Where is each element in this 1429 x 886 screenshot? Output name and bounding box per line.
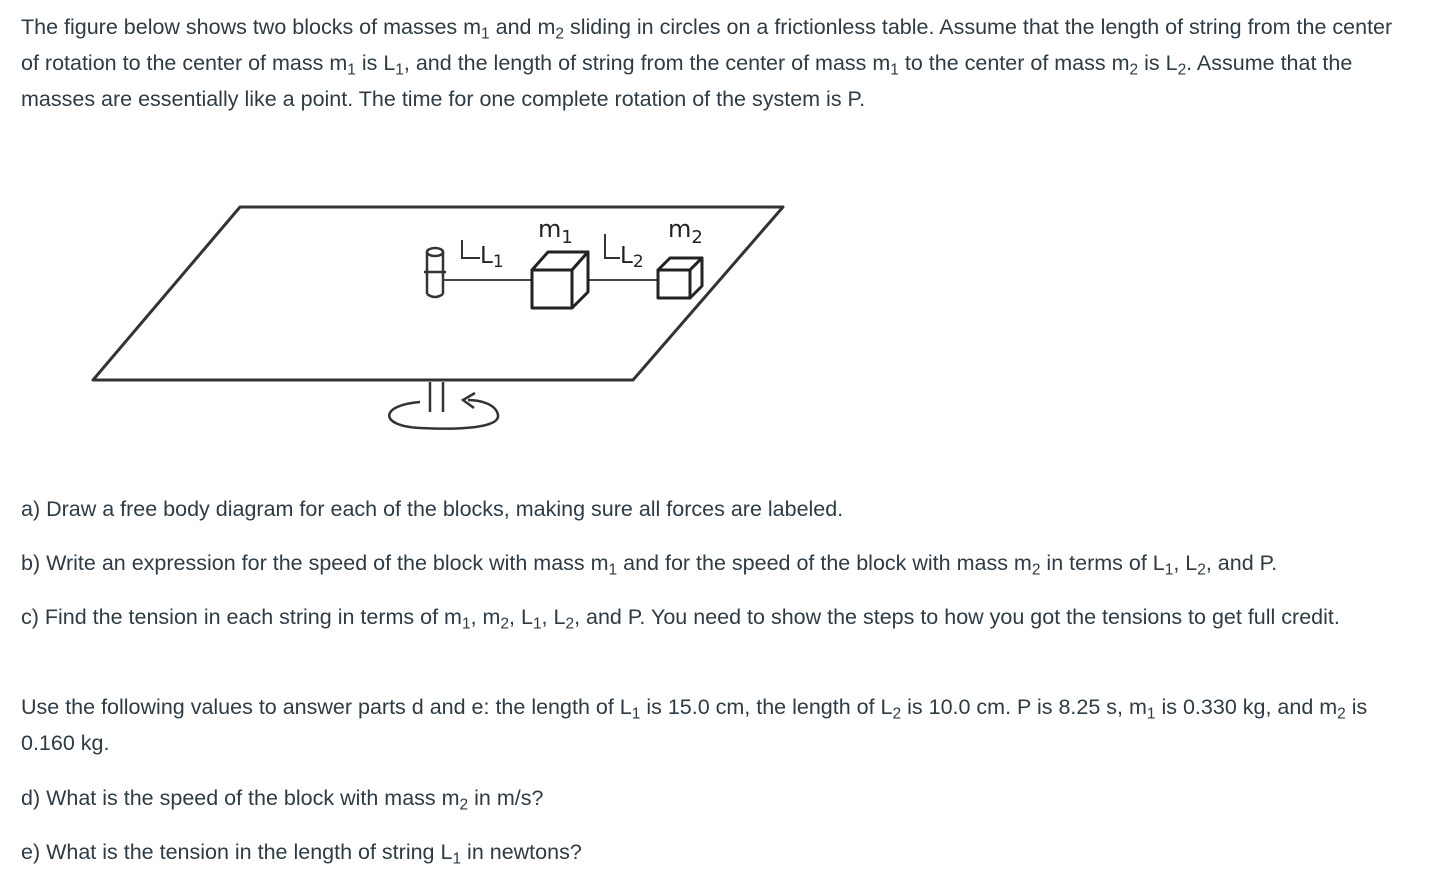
block-m2 <box>658 258 702 298</box>
question-c: c) Find the tension in each string in terms of $m_1$, $m_2$, $L_1$, $L_2$, and P. You need to show the steps to how you got the tensions to get full credit. <box>21 605 1340 633</box>
l1-bracket <box>462 240 480 258</box>
label-l2: L2 <box>620 243 644 272</box>
label-l1: L1 <box>480 243 504 272</box>
intro-paragraph: The figure below shows two blocks of masses $m_1$ and $m_2$ sliding in circles on a frictionless table. Assume that the length of string from the center of rotation to the center of mass $m_1$ is $L_1$, and the length of string from the center of mass $m_1$ to the center of mass $m_2$ is $L_2$. Assume that the masses are essentially like a point. The time for one complete rotation of the system is P. <box>21 15 1393 111</box>
block-m1 <box>532 252 588 308</box>
question-a: a) Draw a free body diagram for each of the blocks, making sure all forces are labeled. <box>21 497 844 521</box>
l2-bracket <box>605 234 620 258</box>
question-e: e) What is the tension in the length of string $L_1$ in newtons? <box>21 840 582 868</box>
label-m2: $m_2$ <box>668 215 703 248</box>
question-d: d) What is the speed of the block with mass $m_2$ in m/s? <box>21 786 544 814</box>
center-post <box>424 248 446 297</box>
axle <box>430 382 443 412</box>
question-b: b) Write an expression for the speed of the block with mass $m_1$ and for the speed of the block with mass $m_2$ in terms of $L_1$, $L_2$, and P. <box>21 551 1278 579</box>
label-m1: $m_1$ <box>538 215 573 248</box>
rotating-table-figure <box>80 190 800 450</box>
given-values-paragraph: Use the following values to answer parts d and e: the length of $L_1$ is 15.0 cm, the length of $L_2$ is 10.0 cm. P is 8.25 s, $m_1$ is 0.330 kg, and $m_2$ is 0.160 kg. <box>21 695 1368 755</box>
